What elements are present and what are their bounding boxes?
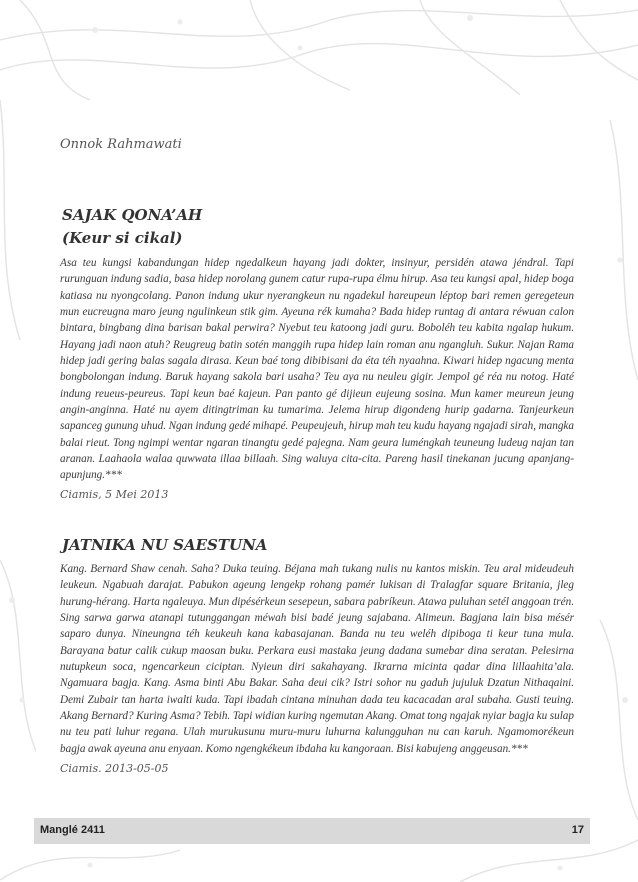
poem2-body: Kang. Bernard Shaw cenah. Saha? Duka teuing. Béjana mah tukang nulis nu kantos miskin. Teu aral mideudeuh leukeun. Ngabuah darajat. Pabukon ageung lengekp rohang pamér lukisan di Tralagfar square Britania, jleg hurung-hérang. Harta ngaleuya. Mun dipésérkeun sesepeun, sabara pabríkeun. Atawa puluhan setél anggoan trén. Sing sarwa garwa atanapi tutunggangan méwah bisi badé jeung sajabana. Alimeun. Bagjana lain bisa mésér saparo dunya. Nineungna téh keukeuh kana kabasajanan. Banda nu teu weléh dipiboga ti keur tuna mula. Barayana batur calik cukup maosan buku. Perkara eusi mastaka jeung dadana sumebar dina seratan. Pelesirna nutupkeun soca, ngencarkeun ciciptan. Nyieun diri sakahayang. Ikrarna micinta qadar dina lillaahita’ala. Ngamuara bagja. Kang. Asma binti Abu Bakar. Saha deui cik? Istri sohor nu gaduh jujuluk Dzatun Nithaqaini. Demi Zubair tan harta iwalti kuda. Tapi ibadah cintana minuhan dada teu kacacadan aral subaha. Gusti teuing. Akang Bernard? Kuring Asma? Tebih. Tapi widian kuring ngemutan Akang. Omat tong ngajak nyiar bagja ku sulap nu teu pati luhur regana. Ulah murukusunu muru-muru luhurna kalungguhan nu can karuh. Ngamomorékeun bagja awak ayeuna anu enyaan. Komo ngengkékeun ibdaha ku kangoraan. Bisi kabujeng anggeusan.*** — [60, 563, 574, 755]
author-name: Onnok Rahmawati — [60, 137, 182, 152]
poem1-place-date: Ciamis, 5 Mei 2013 — [60, 488, 169, 501]
poem1-title: SAJAK QONA’AH — [62, 206, 203, 224]
poem1-body: Asa teu kungsi kabandungan hidep ngedalkeun hayang jadi dokter, insinyur, persidén atawa jéndral. Tapi rurunguan indung sadia, basa hidep norolang gunem catur rupa-rupa élmu hirup. Asa teu kungsi apal, hidep boga katiasa nu nyongcolang. Panon indung ukur nyerangkeun nu ngadekul hareupeun léptop bari remen geregeteun mun eucreugna maro jeung ngulinkeun stik gim. Ayeuna rék kumaha? Bada hidep runtag di antara réwuan calon bintara, bingbang dina barisan bakal perwira? Nyebut teu katoong jadi guru. Boboléh teu kabita ngalap hukum. Hayang jadi naon atuh? Reugreug batin sotén manggih rupa hidep lain roman anu ngangluh. Sukur. Najan Rama hidep jadi gering balas sagala dirasa. Keun baé tong dibibisani da éta téh nyaahna. Kiwari hidep ngacung menta bongbolongan indung. Baruk hayang sakola bari usaha? Teu aya nu neuleu gigir. Jempol gé réa nu notog. Haté indung reueus-peureus. Tapi keun baé kajeun. Pan panto gé dijieun eujeung sosina. Mun kamer meureun jeung angin-anginna. Haté nu ayem ditingtriman ku tumarima. Jelema hirup digondeng hurip gadarna. Tanjeurkeun sapanceg gunung uhud. Ngan indung gedé mihapé. Peupeujeuh, hirup mah teu kudu hayang ngajadi sirah, mangka balai rieut. Tong ngimpi wentar ngaran tinangtu gedé pajegna. Nam geura luméngkah teuneung ludeug najan tan aranan. Laahaola walaa quwwata illaa billaah. Sing waluya cita-cita. Pareng hasil tinekanan jucung apanjang-apunjung.*** — [60, 257, 574, 482]
poem2-place-date: Ciamis. 2013-05-05 — [60, 762, 169, 775]
magazine-issue: Manglé 2411 — [40, 824, 105, 836]
poem1-subtitle: (Keur si cikal) — [62, 229, 183, 247]
footer-bar — [34, 818, 590, 844]
poem2-title: JATNIKA NU SAESTUNA — [62, 536, 268, 554]
page-number: 17 — [571, 824, 584, 836]
